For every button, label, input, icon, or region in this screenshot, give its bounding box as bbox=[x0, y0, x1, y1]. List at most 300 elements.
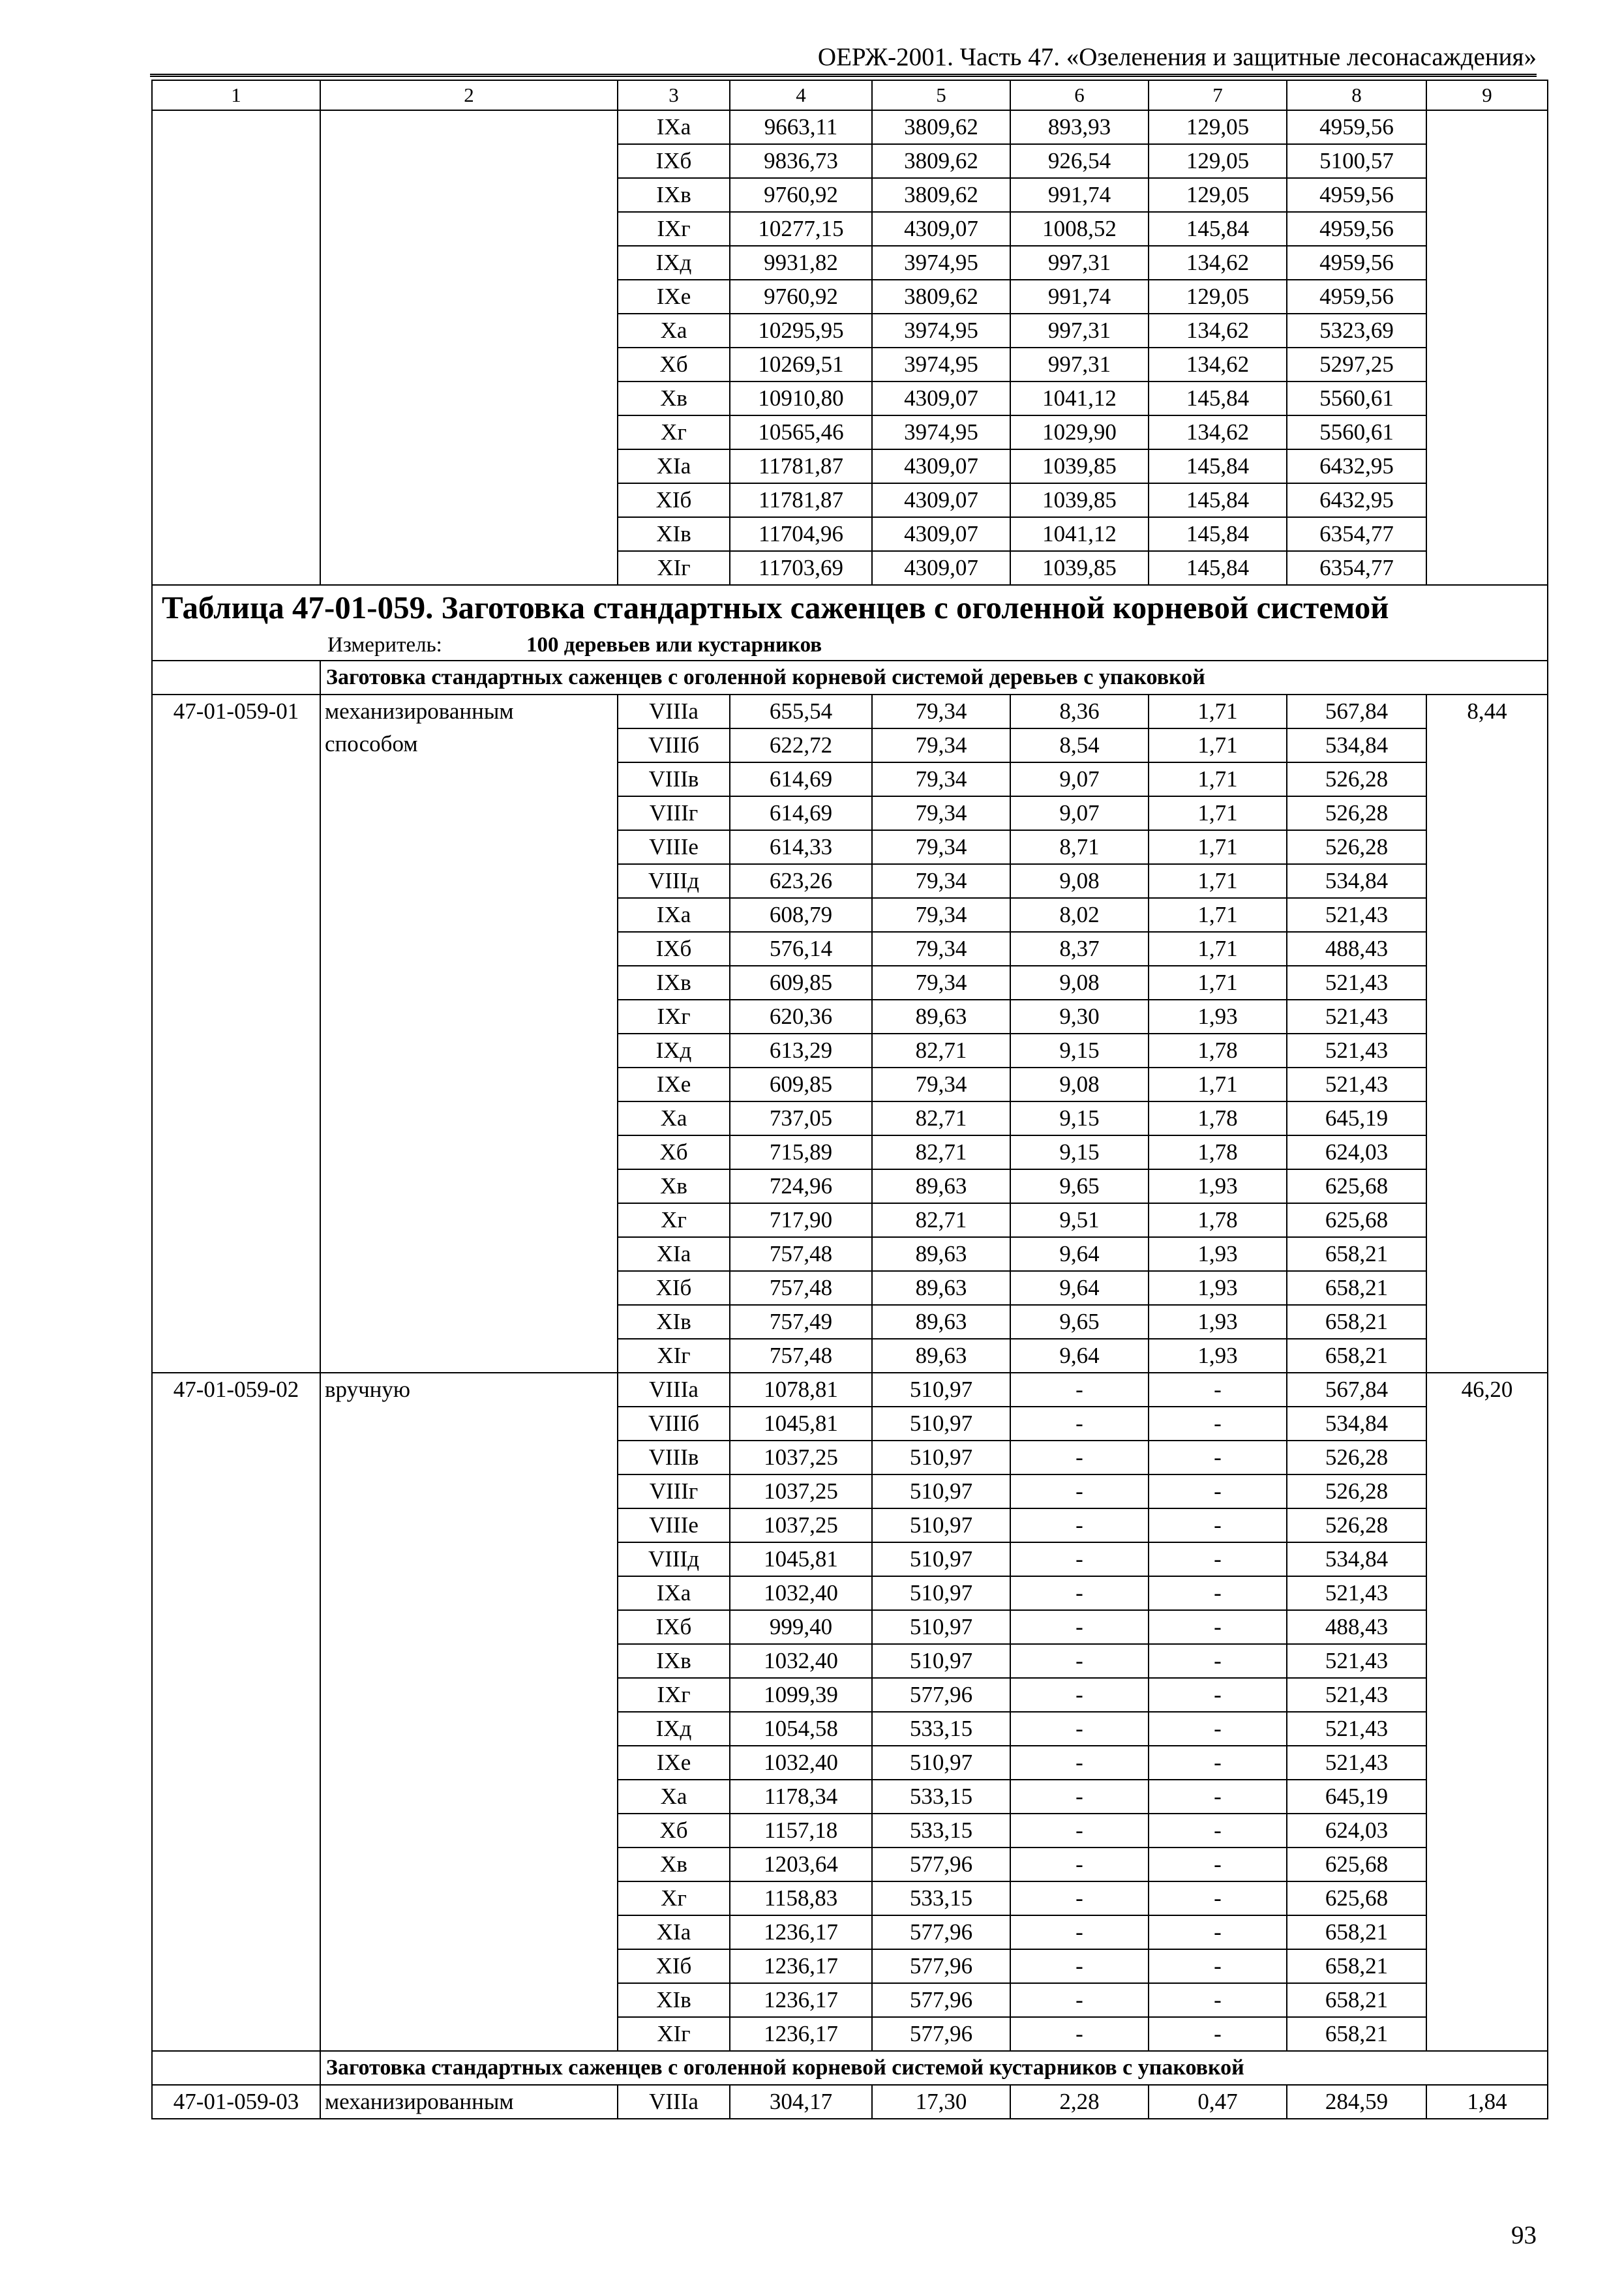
value-cell: 521,43 bbox=[1287, 898, 1426, 932]
value-cell: - bbox=[1010, 1407, 1149, 1441]
value-cell: 3974,95 bbox=[872, 314, 1010, 348]
value-cell: 1037,25 bbox=[730, 1474, 872, 1508]
zone-cell: VIIIг bbox=[618, 1474, 730, 1508]
value-cell: 134,62 bbox=[1149, 314, 1287, 348]
value-cell: 9,65 bbox=[1010, 1305, 1149, 1339]
value-cell: 1008,52 bbox=[1010, 212, 1149, 246]
value-cell: 82,71 bbox=[872, 1101, 1010, 1135]
value-cell: 510,97 bbox=[872, 1610, 1010, 1644]
value-cell: 658,21 bbox=[1287, 1915, 1426, 1949]
value-cell: 145,84 bbox=[1149, 483, 1287, 517]
value-cell: - bbox=[1010, 1983, 1149, 2017]
value-cell: 1032,40 bbox=[730, 1746, 872, 1780]
value-cell: 134,62 bbox=[1149, 415, 1287, 449]
value-cell: - bbox=[1149, 1848, 1287, 1881]
zone-cell: Xв bbox=[618, 382, 730, 415]
value-cell: 10269,51 bbox=[730, 348, 872, 382]
value-cell: - bbox=[1149, 1474, 1287, 1508]
table-row bbox=[152, 110, 1548, 144]
column-number: 5 bbox=[872, 80, 1010, 110]
value-cell: 645,19 bbox=[1287, 1101, 1426, 1135]
value-cell: 991,74 bbox=[1010, 280, 1149, 314]
zone-cell: XIа bbox=[618, 449, 730, 483]
value-cell: 79,34 bbox=[872, 695, 1010, 728]
item-code: 47-01-059-03 bbox=[152, 2085, 320, 2119]
value-cell: 11781,87 bbox=[730, 483, 872, 517]
value-cell: 79,34 bbox=[872, 932, 1010, 966]
value-cell: 625,68 bbox=[1287, 1881, 1426, 1915]
value-cell: 577,96 bbox=[872, 2017, 1010, 2051]
value-cell: 129,05 bbox=[1149, 144, 1287, 178]
value-cell: 3974,95 bbox=[872, 246, 1010, 280]
zone-cell: XIв bbox=[618, 517, 730, 551]
value-cell: 717,90 bbox=[730, 1203, 872, 1237]
value-cell: 533,15 bbox=[872, 1780, 1010, 1814]
value-cell: 1078,81 bbox=[730, 1373, 872, 1407]
value-cell: 757,48 bbox=[730, 1237, 872, 1271]
value-cell: 79,34 bbox=[872, 830, 1010, 864]
value-cell: 79,34 bbox=[872, 1068, 1010, 1101]
value-cell: 9760,92 bbox=[730, 178, 872, 212]
value-cell: 1054,58 bbox=[730, 1712, 872, 1746]
value-cell: 10295,95 bbox=[730, 314, 872, 348]
value-cell: 715,89 bbox=[730, 1135, 872, 1169]
subheading-blank bbox=[152, 2051, 320, 2085]
value-cell: 82,71 bbox=[872, 1203, 1010, 1237]
value-cell: 4309,07 bbox=[872, 212, 1010, 246]
value-cell: - bbox=[1149, 1678, 1287, 1712]
value-cell: 526,28 bbox=[1287, 1441, 1426, 1474]
value-cell: 620,36 bbox=[730, 1000, 872, 1034]
value-cell: 608,79 bbox=[730, 898, 872, 932]
zone-cell: VIIIе bbox=[618, 1508, 730, 1542]
value-cell: 82,71 bbox=[872, 1034, 1010, 1068]
value-cell: 1,71 bbox=[1149, 830, 1287, 864]
page-number: 93 bbox=[1511, 2221, 1537, 2249]
value-cell: 10565,46 bbox=[730, 415, 872, 449]
value-cell: 658,21 bbox=[1287, 1983, 1426, 2017]
value-cell: 1099,39 bbox=[730, 1678, 872, 1712]
value-cell: 614,69 bbox=[730, 762, 872, 796]
value-cell: 5297,25 bbox=[1287, 348, 1426, 382]
value-cell: 3809,62 bbox=[872, 110, 1010, 144]
value-cell: 89,63 bbox=[872, 1169, 1010, 1203]
value-cell: 526,28 bbox=[1287, 830, 1426, 864]
value-cell: 4959,56 bbox=[1287, 178, 1426, 212]
zone-cell: IXв bbox=[618, 1644, 730, 1678]
value-cell: 8,37 bbox=[1010, 932, 1149, 966]
column-number: 7 bbox=[1149, 80, 1287, 110]
value-cell: 1203,64 bbox=[730, 1848, 872, 1881]
value-cell: 1,71 bbox=[1149, 796, 1287, 830]
zone-cell: IXб bbox=[618, 932, 730, 966]
value-cell: 567,84 bbox=[1287, 695, 1426, 728]
value-cell: 9663,11 bbox=[730, 110, 872, 144]
value-cell: 9,08 bbox=[1010, 1068, 1149, 1101]
value-cell: 6432,95 bbox=[1287, 449, 1426, 483]
value-cell: 521,43 bbox=[1287, 1000, 1426, 1034]
zone-cell: XIб bbox=[618, 1271, 730, 1305]
value-cell: 1041,12 bbox=[1010, 382, 1149, 415]
zone-cell: Xб bbox=[618, 1135, 730, 1169]
value-cell: 5100,57 bbox=[1287, 144, 1426, 178]
measure-row bbox=[152, 630, 1548, 661]
value-cell: 521,43 bbox=[1287, 1034, 1426, 1068]
value-cell: 1236,17 bbox=[730, 1983, 872, 2017]
value-cell: 1039,85 bbox=[1010, 551, 1149, 585]
item-col9: 8,44 bbox=[1426, 695, 1548, 1373]
value-cell: 577,96 bbox=[872, 1848, 1010, 1881]
value-cell: 997,31 bbox=[1010, 246, 1149, 280]
value-cell: 6354,77 bbox=[1287, 517, 1426, 551]
value-cell: - bbox=[1010, 2017, 1149, 2051]
zone-cell: VIIIа bbox=[618, 695, 730, 728]
value-cell: 129,05 bbox=[1149, 178, 1287, 212]
value-cell: 658,21 bbox=[1287, 1305, 1426, 1339]
value-cell: 3974,95 bbox=[872, 415, 1010, 449]
zone-cell: VIIIе bbox=[618, 830, 730, 864]
value-cell: 2,28 bbox=[1010, 2085, 1149, 2119]
zone-cell: IXг bbox=[618, 1678, 730, 1712]
value-cell: 9760,92 bbox=[730, 280, 872, 314]
value-cell: - bbox=[1149, 1746, 1287, 1780]
value-cell: 79,34 bbox=[872, 762, 1010, 796]
value-cell: - bbox=[1149, 1542, 1287, 1576]
zone-cell: XIг bbox=[618, 551, 730, 585]
value-cell: 609,85 bbox=[730, 1068, 872, 1101]
zone-cell: VIIIб bbox=[618, 1407, 730, 1441]
value-cell: 1039,85 bbox=[1010, 449, 1149, 483]
value-cell: 521,43 bbox=[1287, 1712, 1426, 1746]
zone-cell: XIв bbox=[618, 1983, 730, 2017]
rates-table-body bbox=[152, 80, 1548, 2119]
value-cell: 625,68 bbox=[1287, 1848, 1426, 1881]
subheading-row bbox=[152, 2051, 1548, 2085]
value-cell: - bbox=[1010, 1610, 1149, 1644]
value-cell: 893,93 bbox=[1010, 110, 1149, 144]
value-cell: 1236,17 bbox=[730, 2017, 872, 2051]
value-cell: 1,78 bbox=[1149, 1203, 1287, 1237]
value-cell: 534,84 bbox=[1287, 1542, 1426, 1576]
subheading-blank bbox=[152, 661, 320, 695]
value-cell: 510,97 bbox=[872, 1576, 1010, 1610]
zone-cell: IXд bbox=[618, 1034, 730, 1068]
column-number: 4 bbox=[730, 80, 872, 110]
value-cell: 4959,56 bbox=[1287, 280, 1426, 314]
measure-value: 100 деревьев или кустарников bbox=[526, 633, 822, 657]
item-code: 47-01-059-02 bbox=[152, 1373, 320, 2051]
value-cell: 624,03 bbox=[1287, 1135, 1426, 1169]
value-cell: 4309,07 bbox=[872, 517, 1010, 551]
value-cell: 6432,95 bbox=[1287, 483, 1426, 517]
zone-cell: IXа bbox=[618, 110, 730, 144]
value-cell: 1178,34 bbox=[730, 1780, 872, 1814]
value-cell: 510,97 bbox=[872, 1508, 1010, 1542]
value-cell: 488,43 bbox=[1287, 932, 1426, 966]
value-cell: 997,31 bbox=[1010, 314, 1149, 348]
value-cell: 8,71 bbox=[1010, 830, 1149, 864]
value-cell: 658,21 bbox=[1287, 1271, 1426, 1305]
zone-cell: Xа bbox=[618, 1780, 730, 1814]
value-cell: 737,05 bbox=[730, 1101, 872, 1135]
value-cell: 1158,83 bbox=[730, 1881, 872, 1915]
value-cell: 991,74 bbox=[1010, 178, 1149, 212]
value-cell: 577,96 bbox=[872, 1915, 1010, 1949]
value-cell: 79,34 bbox=[872, 728, 1010, 762]
zone-cell: IXв bbox=[618, 966, 730, 1000]
value-cell: 1,71 bbox=[1149, 898, 1287, 932]
header-divider bbox=[150, 74, 1537, 77]
value-cell: 4309,07 bbox=[872, 449, 1010, 483]
value-cell: 757,48 bbox=[730, 1271, 872, 1305]
zone-cell: Xб bbox=[618, 1814, 730, 1848]
value-cell: 145,84 bbox=[1149, 449, 1287, 483]
value-cell: 79,34 bbox=[872, 864, 1010, 898]
zone-cell: XIа bbox=[618, 1915, 730, 1949]
value-cell: 1045,81 bbox=[730, 1542, 872, 1576]
zone-cell: IXа bbox=[618, 1576, 730, 1610]
value-cell: - bbox=[1149, 1983, 1287, 2017]
value-cell: 134,62 bbox=[1149, 246, 1287, 280]
measure-cell bbox=[152, 630, 1548, 661]
value-cell: 521,43 bbox=[1287, 1746, 1426, 1780]
value-cell: 534,84 bbox=[1287, 1407, 1426, 1441]
value-cell: 510,97 bbox=[872, 1542, 1010, 1576]
value-cell: 8,02 bbox=[1010, 898, 1149, 932]
value-cell: 5560,61 bbox=[1287, 415, 1426, 449]
value-cell: 9,08 bbox=[1010, 966, 1149, 1000]
value-cell: 567,84 bbox=[1287, 1373, 1426, 1407]
value-cell: 1045,81 bbox=[730, 1407, 872, 1441]
zone-cell: VIIIа bbox=[618, 1373, 730, 1407]
value-cell: 757,49 bbox=[730, 1305, 872, 1339]
zone-cell: Xа bbox=[618, 1101, 730, 1135]
value-cell: 510,97 bbox=[872, 1474, 1010, 1508]
value-cell: 9,64 bbox=[1010, 1237, 1149, 1271]
value-cell: 89,63 bbox=[872, 1237, 1010, 1271]
value-cell: 521,43 bbox=[1287, 1678, 1426, 1712]
value-cell: 0,47 bbox=[1149, 2085, 1287, 2119]
value-cell: 521,43 bbox=[1287, 1644, 1426, 1678]
value-cell: 1,71 bbox=[1149, 762, 1287, 796]
value-cell: 1032,40 bbox=[730, 1576, 872, 1610]
zone-cell: IXб bbox=[618, 144, 730, 178]
zone-cell: Xа bbox=[618, 314, 730, 348]
zone-cell: Xб bbox=[618, 348, 730, 382]
zone-cell: XIб bbox=[618, 483, 730, 517]
value-cell: - bbox=[1010, 1474, 1149, 1508]
value-cell: 577,96 bbox=[872, 1983, 1010, 2017]
value-cell: 658,21 bbox=[1287, 1237, 1426, 1271]
value-cell: 658,21 bbox=[1287, 1949, 1426, 1983]
value-cell: 3809,62 bbox=[872, 144, 1010, 178]
value-cell: 1,78 bbox=[1149, 1034, 1287, 1068]
value-cell: 9,30 bbox=[1010, 1000, 1149, 1034]
value-cell: 1,93 bbox=[1149, 1305, 1287, 1339]
value-cell: 1,78 bbox=[1149, 1135, 1287, 1169]
value-cell: 129,05 bbox=[1149, 280, 1287, 314]
value-cell: 9,64 bbox=[1010, 1271, 1149, 1305]
value-cell: 284,59 bbox=[1287, 2085, 1426, 2119]
zone-cell: IXе bbox=[618, 1068, 730, 1101]
value-cell: - bbox=[1149, 1508, 1287, 1542]
zone-cell: XIб bbox=[618, 1949, 730, 1983]
value-cell: - bbox=[1010, 1373, 1149, 1407]
rates-table bbox=[151, 80, 1548, 2119]
code-cell bbox=[152, 110, 320, 585]
value-cell: - bbox=[1149, 1373, 1287, 1407]
column-number: 2 bbox=[320, 80, 618, 110]
value-cell: - bbox=[1010, 1881, 1149, 1915]
zone-cell: VIIIв bbox=[618, 1441, 730, 1474]
value-cell: 8,36 bbox=[1010, 695, 1149, 728]
value-cell: 1,71 bbox=[1149, 695, 1287, 728]
value-cell: 9,15 bbox=[1010, 1101, 1149, 1135]
value-cell: 488,43 bbox=[1287, 1610, 1426, 1644]
value-cell: 614,33 bbox=[730, 830, 872, 864]
zone-cell: IXа bbox=[618, 898, 730, 932]
table-title-row bbox=[152, 585, 1548, 630]
value-cell: 9,64 bbox=[1010, 1339, 1149, 1373]
subheading: Заготовка стандартных саженцев с оголенной корневой системой деревьев с упаковкой bbox=[320, 661, 1548, 695]
zone-cell: VIIIб bbox=[618, 728, 730, 762]
value-cell: 10277,15 bbox=[730, 212, 872, 246]
column-number: 6 bbox=[1010, 80, 1149, 110]
zone-cell: VIIIа bbox=[618, 2085, 730, 2119]
value-cell: - bbox=[1149, 1576, 1287, 1610]
value-cell: - bbox=[1149, 1712, 1287, 1746]
value-cell: 9,51 bbox=[1010, 1203, 1149, 1237]
item-name-line: механизированным bbox=[325, 698, 514, 724]
zone-cell: IXе bbox=[618, 1746, 730, 1780]
value-cell: 614,69 bbox=[730, 796, 872, 830]
value-cell: 658,21 bbox=[1287, 2017, 1426, 2051]
zone-cell: VIIIд bbox=[618, 864, 730, 898]
value-cell: 622,72 bbox=[730, 728, 872, 762]
value-cell: 609,85 bbox=[730, 966, 872, 1000]
item-code: 47-01-059-01 bbox=[152, 695, 320, 1373]
value-cell: 510,97 bbox=[872, 1441, 1010, 1474]
zone-cell: VIIIг bbox=[618, 796, 730, 830]
value-cell: 17,30 bbox=[872, 2085, 1010, 2119]
value-cell: 1,93 bbox=[1149, 1000, 1287, 1034]
value-cell: 9,15 bbox=[1010, 1034, 1149, 1068]
value-cell: 6354,77 bbox=[1287, 551, 1426, 585]
value-cell: - bbox=[1010, 1949, 1149, 1983]
value-cell: - bbox=[1010, 1542, 1149, 1576]
value-cell: - bbox=[1010, 1848, 1149, 1881]
value-cell: 1,93 bbox=[1149, 1339, 1287, 1373]
value-cell: 655,54 bbox=[730, 695, 872, 728]
zone-cell: XIа bbox=[618, 1237, 730, 1271]
value-cell: - bbox=[1149, 1644, 1287, 1678]
zone-cell: IXд bbox=[618, 246, 730, 280]
zone-cell: Xг bbox=[618, 1881, 730, 1915]
item-col9: 46,20 bbox=[1426, 1373, 1548, 2051]
column-number: 3 bbox=[618, 80, 730, 110]
value-cell: 9,08 bbox=[1010, 864, 1149, 898]
value-cell: 5323,69 bbox=[1287, 314, 1426, 348]
item-name: механизированным bbox=[320, 2085, 618, 2119]
value-cell: 1041,12 bbox=[1010, 517, 1149, 551]
value-cell: 521,43 bbox=[1287, 966, 1426, 1000]
value-cell: - bbox=[1149, 1407, 1287, 1441]
column-number: 1 bbox=[152, 80, 320, 110]
value-cell: 645,19 bbox=[1287, 1780, 1426, 1814]
zone-cell: XIг bbox=[618, 1339, 730, 1373]
zone-cell: Xг bbox=[618, 1203, 730, 1237]
value-cell: 1236,17 bbox=[730, 1949, 872, 1983]
value-cell: 533,15 bbox=[872, 1712, 1010, 1746]
zone-cell: IXб bbox=[618, 1610, 730, 1644]
value-cell: 1,93 bbox=[1149, 1237, 1287, 1271]
value-cell: - bbox=[1149, 1814, 1287, 1848]
col9-cell bbox=[1426, 110, 1548, 585]
value-cell: 510,97 bbox=[872, 1373, 1010, 1407]
value-cell: 4309,07 bbox=[872, 382, 1010, 415]
value-cell: 624,03 bbox=[1287, 1814, 1426, 1848]
value-cell: 577,96 bbox=[872, 1949, 1010, 1983]
zone-cell: XIв bbox=[618, 1305, 730, 1339]
value-cell: - bbox=[1010, 1576, 1149, 1610]
value-cell: 11781,87 bbox=[730, 449, 872, 483]
zone-cell: XIг bbox=[618, 2017, 730, 2051]
value-cell: 757,48 bbox=[730, 1339, 872, 1373]
value-cell: 577,96 bbox=[872, 1678, 1010, 1712]
value-cell: - bbox=[1149, 1881, 1287, 1915]
value-cell: 510,97 bbox=[872, 1407, 1010, 1441]
zone-cell: VIIIв bbox=[618, 762, 730, 796]
item-col9: 1,84 bbox=[1426, 2085, 1548, 2119]
value-cell: 1,71 bbox=[1149, 864, 1287, 898]
value-cell: 10910,80 bbox=[730, 382, 872, 415]
value-cell: - bbox=[1010, 1712, 1149, 1746]
value-cell: 89,63 bbox=[872, 1271, 1010, 1305]
value-cell: 997,31 bbox=[1010, 348, 1149, 382]
value-cell: - bbox=[1010, 1780, 1149, 1814]
value-cell: 613,29 bbox=[730, 1034, 872, 1068]
value-cell: 521,43 bbox=[1287, 1576, 1426, 1610]
value-cell: 129,05 bbox=[1149, 110, 1287, 144]
value-cell: 534,84 bbox=[1287, 728, 1426, 762]
value-cell: 11704,96 bbox=[730, 517, 872, 551]
value-cell: 526,28 bbox=[1287, 796, 1426, 830]
value-cell: 5560,61 bbox=[1287, 382, 1426, 415]
value-cell: - bbox=[1149, 1949, 1287, 1983]
zone-cell: Xв bbox=[618, 1169, 730, 1203]
value-cell: 510,97 bbox=[872, 1746, 1010, 1780]
value-cell: 3809,62 bbox=[872, 178, 1010, 212]
table-row bbox=[152, 695, 1548, 728]
value-cell: 4309,07 bbox=[872, 551, 1010, 585]
value-cell: 9,07 bbox=[1010, 762, 1149, 796]
value-cell: 1029,90 bbox=[1010, 415, 1149, 449]
zone-cell: IXв bbox=[618, 178, 730, 212]
value-cell: 82,71 bbox=[872, 1135, 1010, 1169]
value-cell: 1037,25 bbox=[730, 1441, 872, 1474]
zone-cell: VIIIд bbox=[618, 1542, 730, 1576]
value-cell: - bbox=[1010, 1644, 1149, 1678]
value-cell: 79,34 bbox=[872, 966, 1010, 1000]
value-cell: 11703,69 bbox=[730, 551, 872, 585]
value-cell: 89,63 bbox=[872, 1305, 1010, 1339]
value-cell: 1,71 bbox=[1149, 728, 1287, 762]
value-cell: 89,63 bbox=[872, 1000, 1010, 1034]
value-cell: 89,63 bbox=[872, 1339, 1010, 1373]
item-name bbox=[320, 1373, 618, 2051]
value-cell: - bbox=[1010, 1678, 1149, 1712]
value-cell: 1037,25 bbox=[730, 1508, 872, 1542]
